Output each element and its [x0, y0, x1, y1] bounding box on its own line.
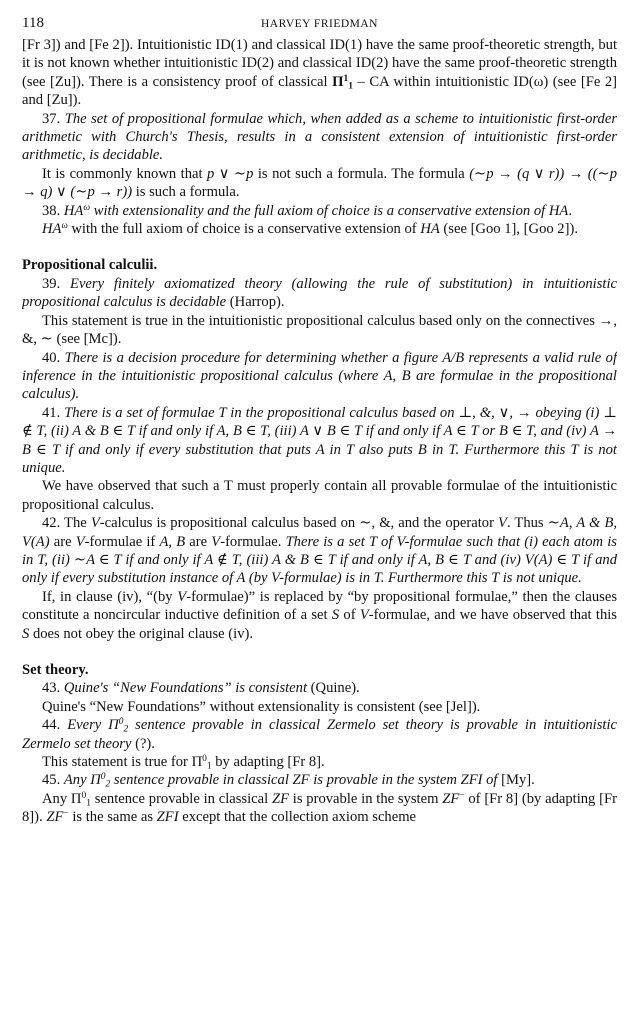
problem-44: 44. Every $\Pi^0_2$ sentence provable in classical Zermelo set theory is provable in intuitionistic Zermelo set theory (?).	[22, 717, 617, 752]
problem-42: 42. The V-calculus is propositional calculus based on ∼, &, and the operator V. Thus ∼A, A & B, V(A) are V-formulae if A, B are V-formulae. There is a set T of V-formulae such that (i) each atom is in T, (ii) ∼A ∈ T if and only if A ∉ T, (iii) A & B ∈ T if and only if A, B ∈ T and (iv) V(A) ∈ T if and only if every substitution instance of A (by V-formulae) is in T. Furthermore this T is not unique.	[22, 515, 617, 587]
page-header	[22, 14, 617, 34]
paragraph-37-remark: It is commonly known that p ∨ ∼p is not such a formula. The formula (∼p → (q ∨ r)) → ((∼p → q) ∨ (∼p → r)) is such a formula.	[22, 165, 617, 201]
problem-38: 38. $HA^\omega$ with extensionality and the full axiom of choice is a conservative extension of HA.	[42, 202, 572, 219]
problem-39: 39. Every finitely axiomatized theory (allowing the rule of substitution) in intuitionistic propositional calculus is decidable (Harrop).	[22, 275, 617, 311]
problem-41: 41. There is a set of formulae T in the propositional calculus based on ⊥, &, ∨, → obeying (i) ⊥ ∉ T, (ii) A & B ∈ T if and only if A, B ∈ T, (iii) A ∨ B ∈ T if and only if A ∈ T or B ∈ T, and (iv) A → B ∈ T if and only if every substitution that puts A in T also puts B in T. Furthermore this T is not unique.	[22, 404, 617, 476]
paragraph-42-remark: If, in clause (iv), “(by V-formulae)” is replaced by “by propositional formulae,” then the clauses constitute a noncircular inductive definition of a set S of V-formulae, and we have observed that this S does not obey the original clause (iv).	[22, 588, 617, 642]
page	[22, 14, 617, 1009]
running-head: HARVEY FRIEDMAN	[260, 18, 378, 30]
paragraph-41-remark: We have observed that such a T must properly contain all provable formulae of the intuitionistic propositional calculus.	[22, 478, 617, 513]
problem-40: 40. There is a decision procedure for determining whether a figure A/B represents a valid rule of inference in the intuitionistic propositional calculus (where A, B are formulae in the propositional calculus).	[22, 349, 617, 403]
page-number: 118	[22, 15, 44, 31]
paragraph-38-remark: $HA^\omega$ with the full axiom of choice is a conservative extension of HA (see [Goo 1], [Goo 2]).	[42, 220, 578, 238]
section-heading-propositional: Propositional calculii.	[22, 257, 158, 274]
problem-43: 43. Quine's “New Foundations” is consistent (Quine).	[42, 680, 360, 697]
problem-45: 45. Any $\Pi^0_2$ sentence provable in classical ZF is provable in the system ZFI of [My].	[42, 772, 535, 790]
problem-37: 37. The set of propositional formulae which, when added as a scheme to intuitionistic first-order arithmetic with Church's Thesis, results in a consistent extension of intuitionistic first-order arithmetic, is decidable.	[22, 110, 617, 164]
section-heading-set-theory: Set theory.	[22, 662, 89, 678]
paragraph-39-remark: This statement is true in the intuitionistic propositional calculus based only on the connectives →, &, ∼ (see [Mc]).	[22, 312, 617, 348]
paragraph-44-remark: This statement is true for $\Pi^0_1$ by adapting [Fr 8].	[42, 753, 325, 772]
paragraph-43-remark: Quine's “New Foundations” without extensionality is consistent (see [Jel]).	[42, 698, 481, 715]
paragraph-45-remark: Any $\Pi^0_1$ sentence provable in classical ZF is provable in the system ZF− of [Fr 8] (by adapting [Fr 8]). ZF− is the same as ZFI except that the collection axiom scheme	[22, 790, 617, 826]
paragraph-intro: [Fr 3]) and [Fe 2]). Intuitionistic ID(1) and classical ID(1) have the same proof-theoretic strength, but it is not known whether intuitionistic ID(2) and classical ID(2) have the same proof-theoretic strength (see [Zu]). There is a consistency proof of classical $\Pi^1_1$ – CA within intuitionistic ID(ω) (see [Fe 2] and [Zu]).	[22, 37, 617, 109]
